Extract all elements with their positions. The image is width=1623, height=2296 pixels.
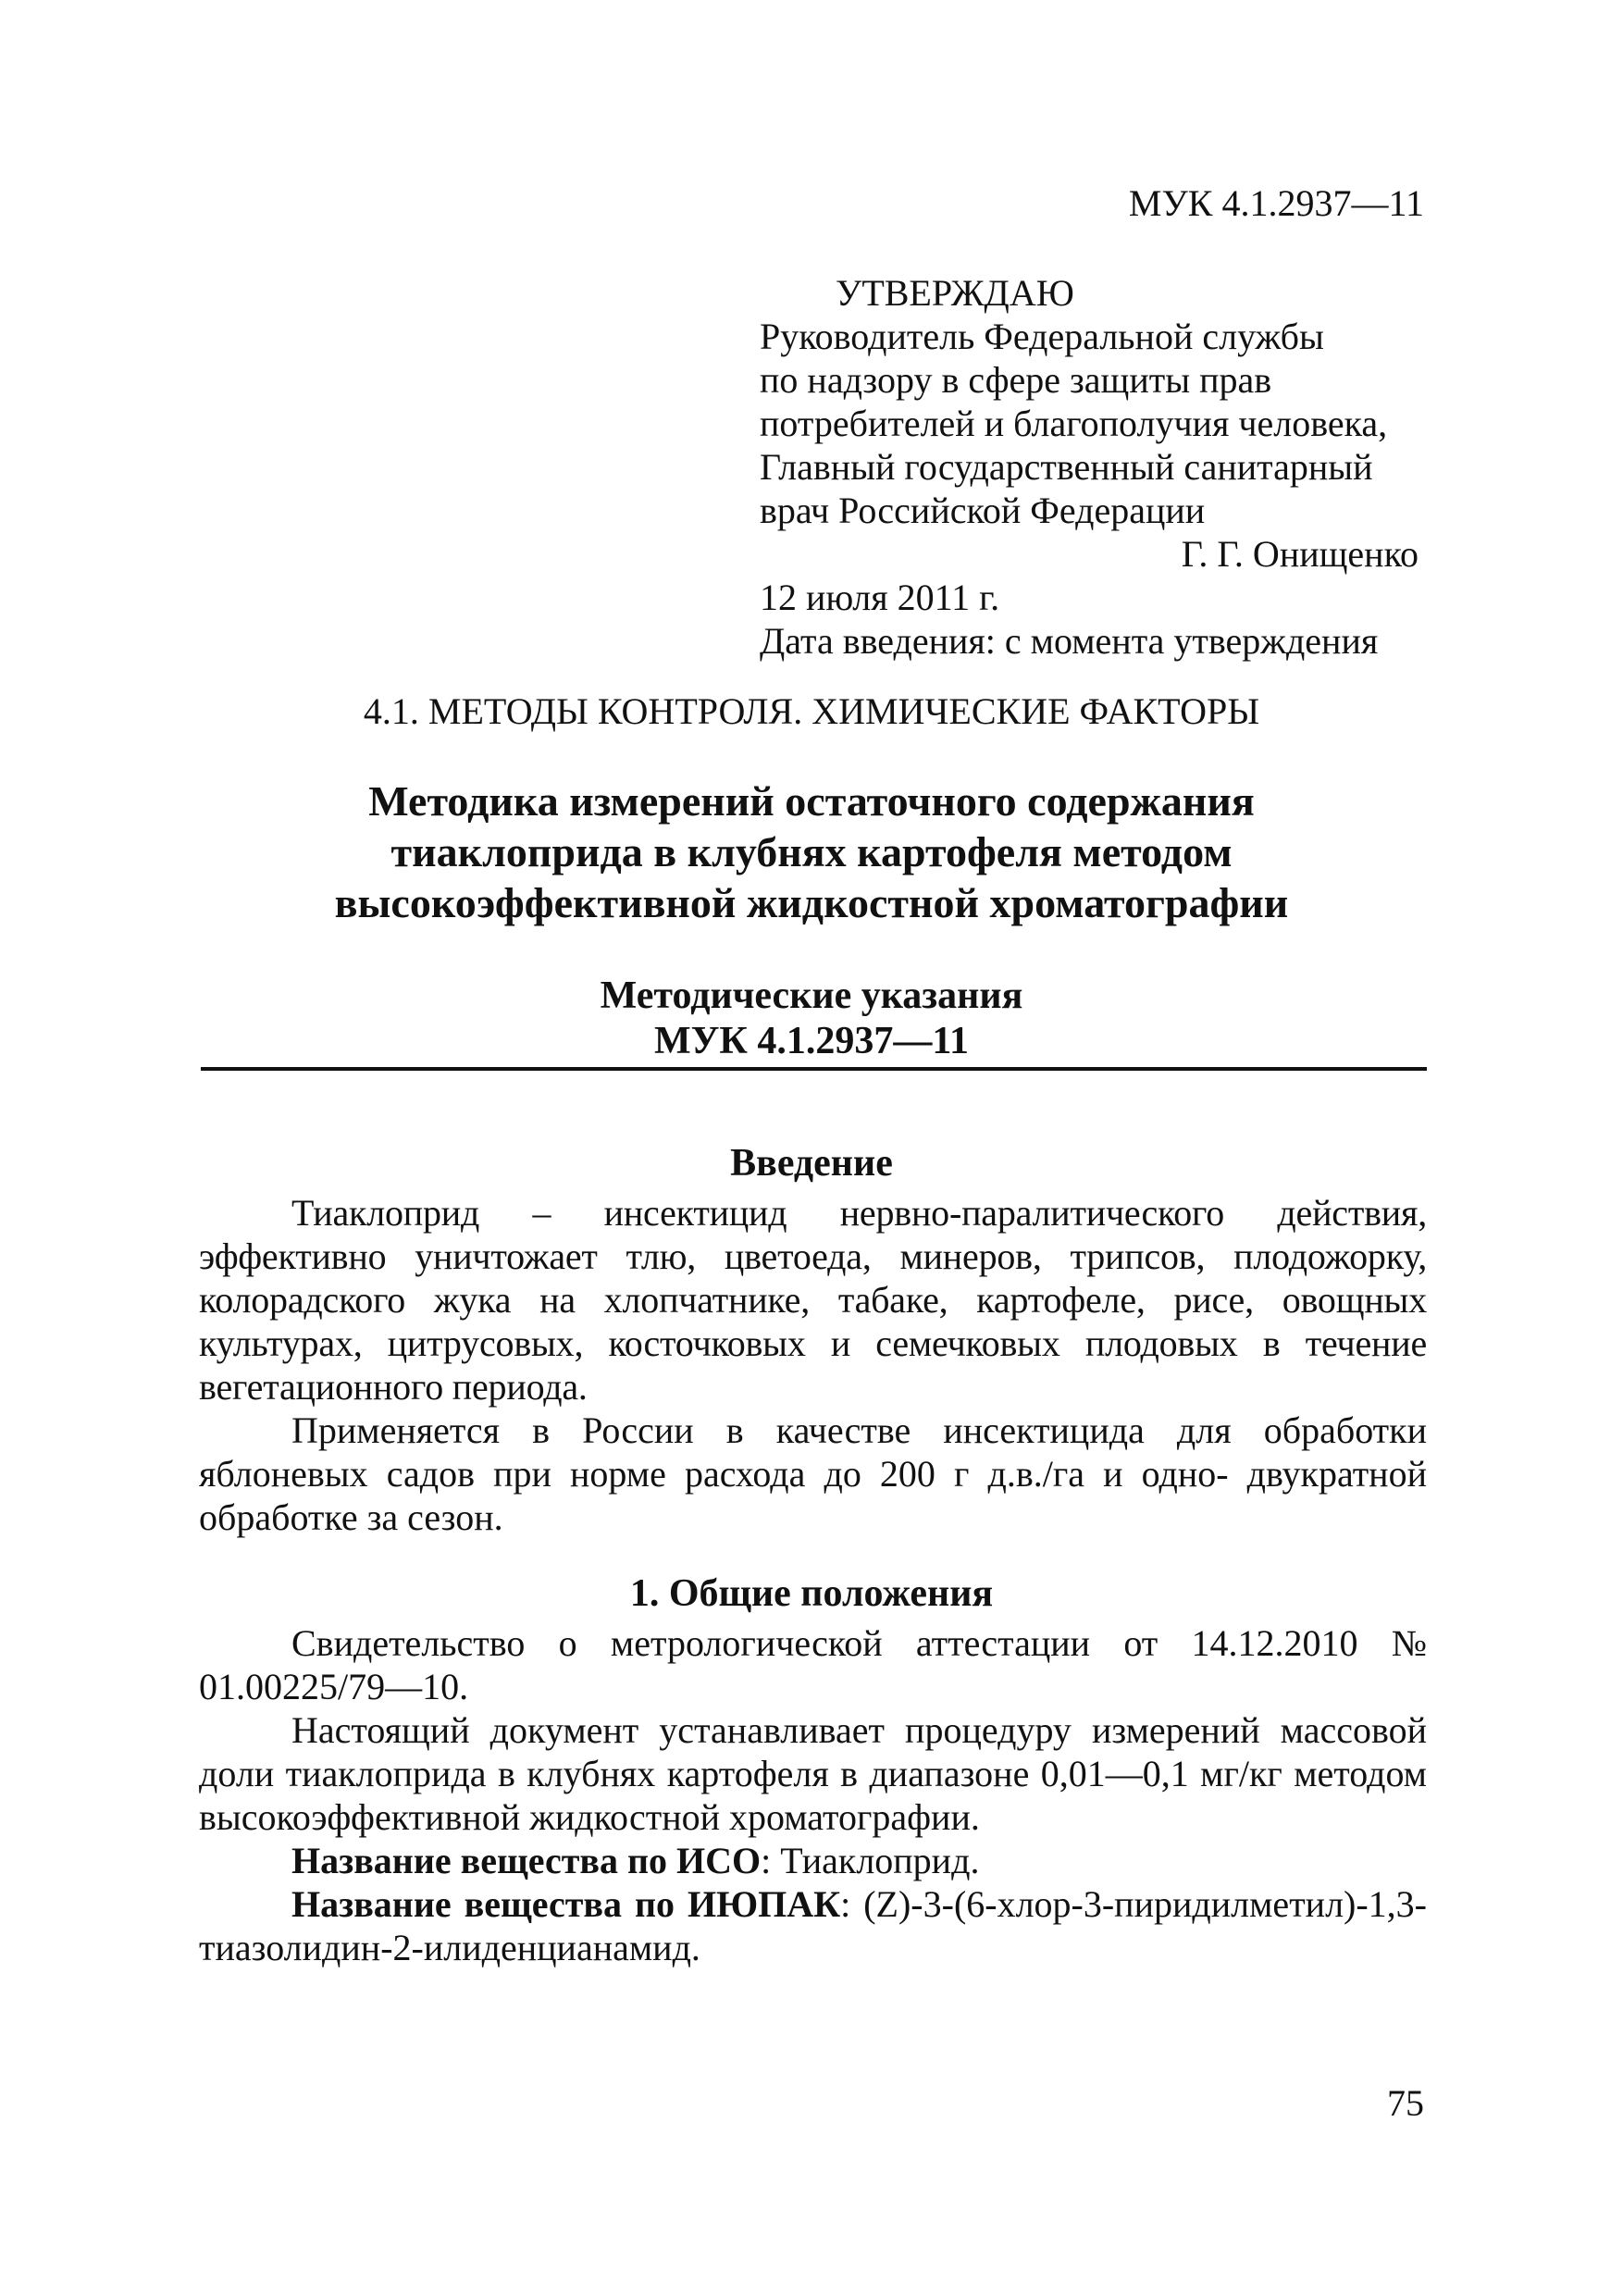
document-title (199, 776, 1424, 928)
document-title-line: высокоэффективной жидкостной хроматографии (334, 879, 1289, 926)
approval-signer: Г. Г. Онищенко (1181, 533, 1419, 575)
document-title-line: Методика измерений остаточного содержания (368, 777, 1255, 825)
approval-position-line: потребителей и благополучия человека, (760, 403, 1388, 444)
approval-date: 12 июля 2011 г. (760, 577, 1000, 618)
introduction-heading: Введение (730, 1142, 893, 1185)
iupac-name-label: Название вещества по ИЮПАК (291, 1883, 841, 1925)
general-paragraph: Настоящий документ устанавливает процедуру измерений массовой доли тиаклоприда в клубнях картофеля в диапазоне 0,01—0,1 мг/кг методом высокоэффективной жидкостной хроматографии. (199, 1709, 1427, 1838)
approval-block (760, 271, 1426, 663)
iso-name-label: Название вещества по ИСО (291, 1840, 762, 1881)
general-paragraph: Свидетельство о метрологической аттестации от 14.12.2010 № 01.00225/79—10. (199, 1622, 1427, 1707)
general-heading: 1. Общие положения (629, 1572, 994, 1615)
approval-effective-date: Дата введения: с момента утверждения (760, 620, 1379, 662)
approval-position-line: Главный государственный санитарный (760, 446, 1373, 488)
iso-name-paragraph (199, 1839, 1427, 1882)
page-number: 75 (1387, 2082, 1424, 2124)
document-code: МУК 4.1.2937—11 (1128, 182, 1424, 224)
iupac-name-paragraph (199, 1882, 1427, 1969)
subtitle-line: Методические указания (600, 974, 1023, 1017)
section-header: 4.1. МЕТОДЫ КОНТРОЛЯ. ХИМИЧЕСКИЕ ФАКТОРЫ (363, 690, 1260, 732)
iso-name-value: : Тиаклоприд. (761, 1840, 980, 1881)
introduction-paragraph: Применяется в России в качестве инсектицида для обработки яблоневых садов при норме расхода до 200 г д.в./га и одно- двукратной обработке за сезон. (199, 1409, 1427, 1538)
introduction-paragraph: Тиаклоприд – инсектицид нервно-паралитического действия, эффективно уничтожает тлю, цветоеда, минеров, трипсов, плодожорку, колорадского жука на хлопчатнике, табаке, картофеле, рисе, овощных культурах, цитрусовых, косточковых и семечковых плодовых в течение вегетационного периода. (199, 1192, 1427, 1408)
document-subtitle (199, 974, 1424, 1064)
document-title-line: тиаклоприда в клубнях картофеля методом (390, 828, 1233, 875)
approval-title: УТВЕРЖДАЮ (836, 272, 1074, 314)
subtitle-code: МУК 4.1.2937—11 (653, 1020, 970, 1062)
approval-position-line: Руководитель Федеральной службы (760, 316, 1324, 357)
iupac-name-value: : (Z)-3-(6-хлор-3-пиридилметил)-1,3-тиазолидин-2-илиденцианамид. (199, 1883, 1427, 1968)
general-body (199, 1621, 1427, 1969)
title-divider (201, 1067, 1427, 1071)
introduction-body (199, 1191, 1427, 1539)
approval-position-line: по надзору в сфере защиты прав (760, 359, 1272, 401)
approval-position-line: врач Российской Федерации (760, 490, 1206, 531)
